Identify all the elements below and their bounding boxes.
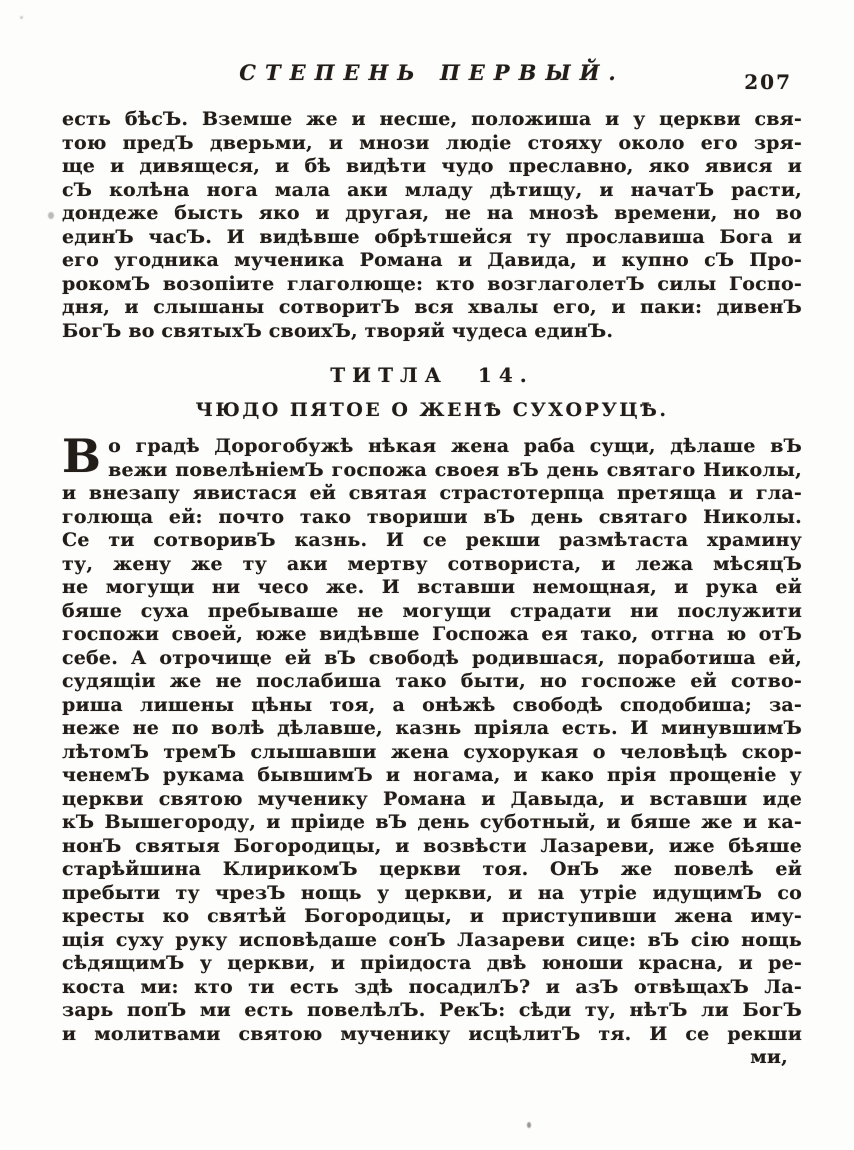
text-line: единЪ часЪ. И видѣвше обрѣтшейся ту прославиша Бога и <box>62 225 802 248</box>
text-line: госпожи своей, юже видѣвше Госпожа ея тако, отгна ю отЪ <box>62 623 802 645</box>
text-line: коста ми: кто ти есть здѣ посадилЪ? и азЪ отвѣщахЪ Ла- <box>62 975 802 998</box>
text-line: сѣдящимЪ у церкви, и пріидоста двѣ юноши красна, и ре- <box>62 952 802 974</box>
text-line: вежи повелѣніемЪ госпожа своея вЪ день святаго Николы, <box>108 458 802 481</box>
text-line: риша лишены цѣны тоя, а онѣжѣ свободѣ сподобиша; за- <box>62 693 802 716</box>
ink-speck <box>527 1122 531 1128</box>
text-line: Се ти сотворивЪ казнь. И се рекши размѣтаста храмину <box>62 529 802 551</box>
text-line: тою предЪ дверьми, и мнози людіе стояху около его зря- <box>62 131 802 154</box>
text-line: дня, и слышаны сотворитЪ вся хвалы его, и паки: дивенЪ <box>62 296 802 318</box>
text-line: нонЪ святыя Богородицы, и возвѣсти Лазареви, иже бѣяше <box>62 834 802 857</box>
text-line: старѣйшина КлирикомЪ церкви тоя. ОнЪ же повелѣ ей <box>62 858 802 880</box>
text-line: кресты ко святѣй Богородицы, и приступивши жена иму- <box>62 905 802 927</box>
page-header <box>62 60 802 85</box>
text-line: ту, жену же ту аки мертву сотвориста, и лежа мѣсяцЪ <box>62 552 802 575</box>
text-line: дондеже бысть яко и другая, не на мнозѣ времени, но во <box>62 202 802 224</box>
text-line: рокомЪ возопіите глаголюще: кто возглаголетЪ силы Госпо- <box>62 272 802 295</box>
text-line: ще и дивящеся, и бѣ видѣти чудо преславно, яко явися и <box>62 155 802 177</box>
text-line: не могущи ни чесо же. И вставши немощная, и рука ей <box>62 576 802 598</box>
text-line: пребыти ту чрезЪ нощь у церкви, и на утріе идущимЪ со <box>62 881 802 904</box>
text-block <box>62 108 802 1070</box>
text-line: о градѣ Дорогобужѣ нѣкая жена раба сущи, дѣлаше вЪ <box>108 435 802 457</box>
paragraph-continuation <box>62 108 802 343</box>
text-line: кЪ Вышегороду, и пріиде вЪ день суботный, и бяше же и ка- <box>62 811 802 833</box>
text-line: БогЪ во святыхЪ своихЪ, творяй чудеса единЪ. <box>62 319 614 342</box>
text-line: и внезапу явистася ей святая страстотерпца претяща и гла- <box>62 482 802 504</box>
text-line: и молитвами святою мученику исцѣлитЪ тя. И се рекши <box>62 1022 802 1045</box>
paragraph-lines <box>62 429 802 1046</box>
catchword: ми, <box>750 1046 788 1068</box>
text-line: зарь попЪ ми есть повелѣлЪ. РекЪ: сѣди ту, нѣтЪ ли БогЪ <box>62 999 802 1021</box>
page-number: 207 <box>744 70 792 94</box>
text-line: есть бѣсЪ. Вземше же и несше, положиша и у церкви свя- <box>62 108 802 130</box>
text-line: голюща ей: почто тако твориши вЪ день святаго Николы. <box>62 505 802 528</box>
ink-speck <box>48 212 54 219</box>
text-line: судящіи же не послабиша тако быти, но госпоже ей сотво- <box>62 670 802 692</box>
drop-cap-letter: В <box>62 429 102 483</box>
ink-speck <box>20 16 23 19</box>
running-title: СТЕПЕНЬ ПЕРВЫЙ. <box>239 60 625 85</box>
text-line: лѣтомЪ тремЪ слышавши жена сухорукая о человѣцѣ скор- <box>62 740 802 763</box>
text-line: сЪ колѣна нога мала аки младу дѣтищу, и начатЪ расти, <box>62 178 802 201</box>
catchword-row <box>62 1046 802 1070</box>
text-line: себе. А отрочище ей вЪ свободѣ родившася, поработиша ей, <box>62 646 802 669</box>
section-title: ТИТЛА 14. <box>330 363 534 387</box>
text-line: неже не по волѣ дѣлавше, казнь пріяла есть. И минувшимЪ <box>62 717 802 739</box>
text-line: церкви святою мученику Романа и Давыда, и вставши иде <box>62 787 802 810</box>
text-line: его угодника мученика Романа и Давида, и купно сЪ Про- <box>62 249 802 271</box>
chapter-title: ЧЮДО ПЯТОЕ О ЖЕНѢ СУХОРУЦѢ. <box>195 398 669 421</box>
text-line: бяше суха пребываше не могущи страдати ни послужити <box>62 599 802 622</box>
text-line: щія суху руку исповѣдаше сонЪ Лазареви сице: вЪ сію нощь <box>62 928 802 951</box>
paragraph-chapter <box>62 429 802 1046</box>
text-line: ченемЪ рукама бывшимЪ и ногама, и како прія прощеніе у <box>62 764 802 786</box>
